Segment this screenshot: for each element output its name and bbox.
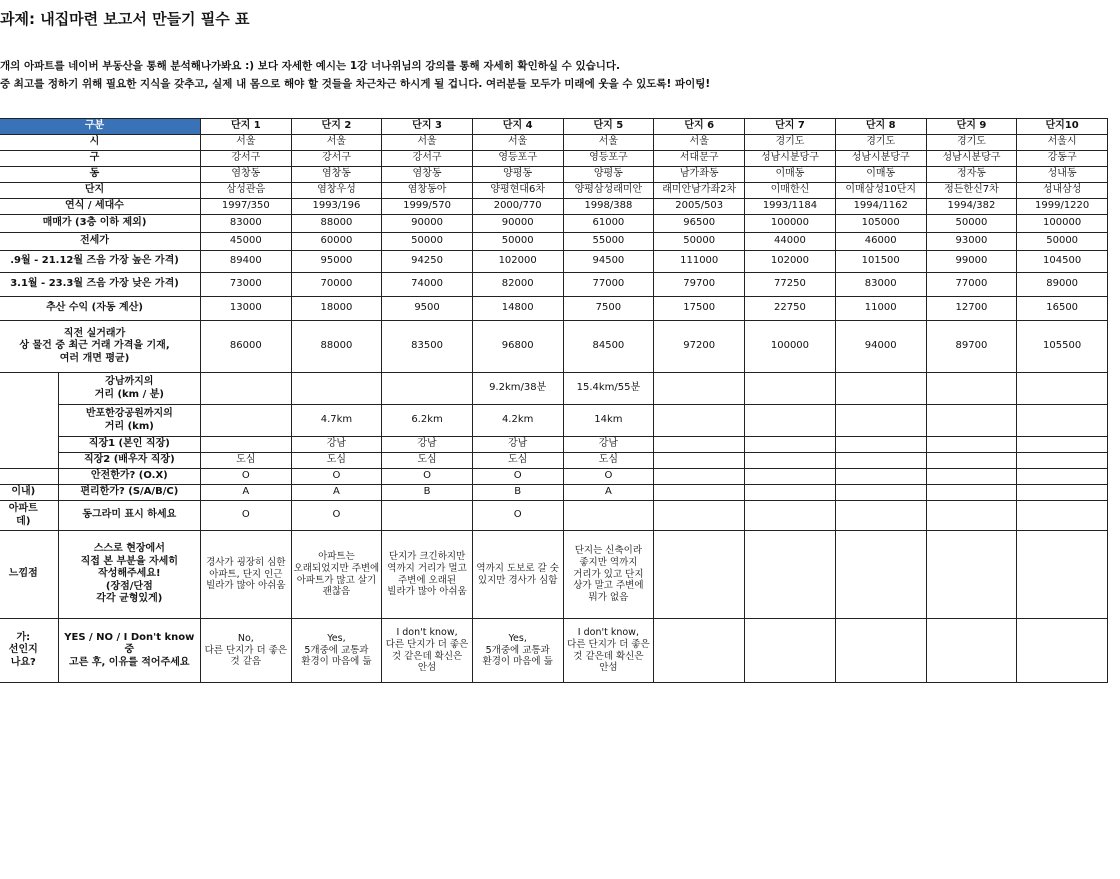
recent-trade-cell: 83500 xyxy=(382,321,473,373)
complex-cell: 염창동아 xyxy=(382,183,473,199)
high-price-label: .9월 - 21.12월 즈음 가장 높은 가격) xyxy=(0,251,201,273)
final-cell: I don't know, 다른 단지가 더 좋은 것 같은데 확신은 안섬 xyxy=(563,619,654,683)
hangang-cell xyxy=(835,405,926,437)
year-units-cell: 1997/350 xyxy=(201,199,292,215)
sale-price-cell: 50000 xyxy=(926,215,1017,233)
feeling-cell xyxy=(835,531,926,619)
profit-cell: 9500 xyxy=(382,297,473,321)
high-price-row xyxy=(0,251,1108,273)
work2-label: 직장2 (배우자 직장) xyxy=(58,453,200,469)
complex-cell: 정든한신7차 xyxy=(926,183,1017,199)
sale-price-cell: 90000 xyxy=(382,215,473,233)
low-price-cell: 77000 xyxy=(926,273,1017,297)
year-units-cell: 1998/388 xyxy=(563,199,654,215)
work1-cell xyxy=(835,437,926,453)
low-price-cell: 77250 xyxy=(745,273,836,297)
work2-cell xyxy=(1017,453,1108,469)
work2-cell: 도심 xyxy=(201,453,292,469)
feeling-cell xyxy=(745,531,836,619)
profit-cell: 18000 xyxy=(291,297,382,321)
circle-cell: O xyxy=(201,501,292,531)
sale-price-cell: 83000 xyxy=(201,215,292,233)
gangnam-cell: 9.2km/38분 xyxy=(472,373,563,405)
convenient-cell xyxy=(654,485,745,501)
year-units-cell: 1999/570 xyxy=(382,199,473,215)
hangang-cell: 4.2km xyxy=(472,405,563,437)
feeling-row xyxy=(0,531,1108,619)
gangnam-cell xyxy=(291,373,382,405)
circle-label: 동그라미 표시 하세요 xyxy=(58,501,200,531)
recent-trade-label: 직전 실거래가 상 물건 중 최근 거래 가격을 기재, 여러 개면 평균) xyxy=(0,321,201,373)
gu-cell: 강서구 xyxy=(291,151,382,167)
convenient-cell xyxy=(745,485,836,501)
header-complex: 단지 7 xyxy=(745,119,836,135)
circle-cell xyxy=(1017,501,1108,531)
convenient-cell xyxy=(926,485,1017,501)
work2-cell: 도심 xyxy=(291,453,382,469)
feeling-left-cell: 느낌점 xyxy=(0,531,58,619)
high-price-cell: 111000 xyxy=(654,251,745,273)
gangnam-cell xyxy=(835,373,926,405)
dong-cell: 염창동 xyxy=(382,167,473,183)
circle-row xyxy=(0,501,1108,531)
recent-trade-cell: 105500 xyxy=(1017,321,1108,373)
high-price-cell: 104500 xyxy=(1017,251,1108,273)
jeonse-cell: 46000 xyxy=(835,233,926,251)
circle-cell: O xyxy=(291,501,382,531)
work2-cell: 도심 xyxy=(563,453,654,469)
gu-cell: 영등포구 xyxy=(563,151,654,167)
header-complex: 단지 3 xyxy=(382,119,473,135)
safe-cell: O xyxy=(291,469,382,485)
gangnam-cell xyxy=(1017,373,1108,405)
header-complex: 단지 6 xyxy=(654,119,745,135)
feeling-cell xyxy=(1017,531,1108,619)
safe-cell: O xyxy=(201,469,292,485)
circle-left-cell: 아파트 데) xyxy=(0,501,58,531)
city-cell: 서울시 xyxy=(1017,135,1108,151)
city-cell: 서울 xyxy=(291,135,382,151)
sale-price-label: 매매가 (3층 이하 제외) xyxy=(0,215,201,233)
convenient-cell xyxy=(835,485,926,501)
hangang-cell: 4.7km xyxy=(291,405,382,437)
city-cell: 서울 xyxy=(201,135,292,151)
high-price-cell: 95000 xyxy=(291,251,382,273)
profit-cell: 12700 xyxy=(926,297,1017,321)
page-title: 과제: 내집마련 보고서 만들기 필수 표 xyxy=(0,10,250,28)
complex-cell: 성내삼성 xyxy=(1017,183,1108,199)
sale-price-cell: 90000 xyxy=(472,215,563,233)
jeonse-cell: 50000 xyxy=(1017,233,1108,251)
safe-cell xyxy=(654,469,745,485)
city-cell: 경기도 xyxy=(835,135,926,151)
sale-price-cell: 100000 xyxy=(745,215,836,233)
work2-cell xyxy=(745,453,836,469)
hangang-row xyxy=(0,405,1108,437)
final-cell: Yes, 5개중에 교통과 환경이 마음에 듦 xyxy=(291,619,382,683)
feeling-cell: 역까지 도보로 갈 숫 있지만 경사가 심함 xyxy=(472,531,563,619)
high-price-cell: 94250 xyxy=(382,251,473,273)
city-cell: 서울 xyxy=(563,135,654,151)
feeling-cell: 경사가 굉장히 심한 아파트, 단지 인근 빌라가 많아 아쉬움 xyxy=(201,531,292,619)
low-price-cell: 73000 xyxy=(201,273,292,297)
safe-cell xyxy=(926,469,1017,485)
high-price-cell: 89400 xyxy=(201,251,292,273)
jeonse-cell: 45000 xyxy=(201,233,292,251)
final-cell xyxy=(1017,619,1108,683)
low-price-label: 3.1월 - 23.3월 즈음 가장 낮은 가격) xyxy=(0,273,201,297)
feeling-cell xyxy=(654,531,745,619)
complex-cell: 양평현대6차 xyxy=(472,183,563,199)
profit-cell: 14800 xyxy=(472,297,563,321)
high-price-cell: 102000 xyxy=(472,251,563,273)
gu-cell: 강서구 xyxy=(201,151,292,167)
header-complex: 단지 1 xyxy=(201,119,292,135)
feeling-cell xyxy=(926,531,1017,619)
gu-cell: 성남시분당구 xyxy=(745,151,836,167)
year-units-cell: 1994/382 xyxy=(926,199,1017,215)
dong-cell: 정자동 xyxy=(926,167,1017,183)
hangang-cell xyxy=(201,405,292,437)
recent-trade-cell: 94000 xyxy=(835,321,926,373)
complex-row xyxy=(0,183,1108,199)
safe-cell xyxy=(745,469,836,485)
gangnam-cell: 15.4km/55분 xyxy=(563,373,654,405)
final-cell: No, 다른 단지가 더 좋은 것 같음 xyxy=(201,619,292,683)
table-body xyxy=(0,119,1108,683)
work1-cell: 강남 xyxy=(382,437,473,453)
convenient-cell: A xyxy=(201,485,292,501)
high-price-cell: 94500 xyxy=(563,251,654,273)
recent-trade-row xyxy=(0,321,1108,373)
sale-price-row xyxy=(0,215,1108,233)
work2-cell: 도심 xyxy=(382,453,473,469)
low-price-cell: 89000 xyxy=(1017,273,1108,297)
recent-trade-cell: 97200 xyxy=(654,321,745,373)
profit-cell: 11000 xyxy=(835,297,926,321)
low-price-cell: 77000 xyxy=(563,273,654,297)
low-price-cell: 83000 xyxy=(835,273,926,297)
gangnam-cell xyxy=(745,373,836,405)
gangnam-cell xyxy=(201,373,292,405)
complex-cell: 삼성관음 xyxy=(201,183,292,199)
profit-cell: 13000 xyxy=(201,297,292,321)
circle-cell xyxy=(926,501,1017,531)
dong-cell: 성내동 xyxy=(1017,167,1108,183)
complex-cell: 이매삼성10단지 xyxy=(835,183,926,199)
dong-cell: 이매동 xyxy=(745,167,836,183)
header-complex: 단지 2 xyxy=(291,119,382,135)
recent-trade-cell: 88000 xyxy=(291,321,382,373)
year-units-row xyxy=(0,199,1108,215)
header-row xyxy=(0,119,1108,135)
location-group-cell xyxy=(0,373,58,469)
work1-cell xyxy=(201,437,292,453)
gu-cell: 서대문구 xyxy=(654,151,745,167)
profit-cell: 16500 xyxy=(1017,297,1108,321)
city-label: 시 xyxy=(0,135,201,151)
hangang-cell: 14km xyxy=(563,405,654,437)
gangnam-cell xyxy=(382,373,473,405)
city-cell: 경기도 xyxy=(745,135,836,151)
final-row xyxy=(0,619,1108,683)
circle-cell xyxy=(745,501,836,531)
sale-price-cell: 105000 xyxy=(835,215,926,233)
low-price-cell: 82000 xyxy=(472,273,563,297)
hangang-cell xyxy=(654,405,745,437)
circle-cell xyxy=(382,501,473,531)
city-cell: 경기도 xyxy=(926,135,1017,151)
gangnam-row xyxy=(0,373,1108,405)
safe-cell: O xyxy=(563,469,654,485)
work2-row xyxy=(0,453,1108,469)
year-units-label: 연식 / 세대수 xyxy=(0,199,201,215)
recent-trade-cell: 86000 xyxy=(201,321,292,373)
final-cell xyxy=(654,619,745,683)
jeonse-label: 전세가 xyxy=(0,233,201,251)
sale-price-cell: 96500 xyxy=(654,215,745,233)
convenient-cell: B xyxy=(382,485,473,501)
work1-cell xyxy=(1017,437,1108,453)
feeling-cell: 아파트는 오래되었지만 주변에 아파트가 많고 살기 괜찮음 xyxy=(291,531,382,619)
gu-cell: 영등포구 xyxy=(472,151,563,167)
low-price-cell: 70000 xyxy=(291,273,382,297)
work2-cell xyxy=(926,453,1017,469)
safe-cell xyxy=(1017,469,1108,485)
hangang-cell xyxy=(926,405,1017,437)
complex-cell: 염창우성 xyxy=(291,183,382,199)
jeonse-cell: 44000 xyxy=(745,233,836,251)
sale-price-cell: 88000 xyxy=(291,215,382,233)
convenient-cell: A xyxy=(563,485,654,501)
final-cell: Yes, 5개중에 교통과 환경이 마음에 듦 xyxy=(472,619,563,683)
final-cell xyxy=(835,619,926,683)
city-row xyxy=(0,135,1108,151)
convenient-cell xyxy=(1017,485,1108,501)
circle-cell: O xyxy=(472,501,563,531)
circle-cell xyxy=(654,501,745,531)
convenient-left-cell: 이내) xyxy=(0,485,58,501)
dong-cell: 양평동 xyxy=(472,167,563,183)
low-price-cell: 79700 xyxy=(654,273,745,297)
sale-price-cell: 61000 xyxy=(563,215,654,233)
final-cell xyxy=(745,619,836,683)
gu-row xyxy=(0,151,1108,167)
low-price-cell: 74000 xyxy=(382,273,473,297)
feeling-cell: 단지가 크긴하지만 역까지 거리가 멀고 주변에 오래된 빌라가 많아 아쉬움 xyxy=(382,531,473,619)
gu-cell: 강서구 xyxy=(382,151,473,167)
year-units-cell: 2005/503 xyxy=(654,199,745,215)
work1-row xyxy=(0,437,1108,453)
city-cell: 서울 xyxy=(654,135,745,151)
dong-cell: 염창동 xyxy=(291,167,382,183)
recent-trade-cell: 100000 xyxy=(745,321,836,373)
dong-cell: 양평동 xyxy=(563,167,654,183)
circle-cell xyxy=(835,501,926,531)
work2-cell: 도심 xyxy=(472,453,563,469)
high-price-cell: 101500 xyxy=(835,251,926,273)
convenient-cell: A xyxy=(291,485,382,501)
safe-left-cell xyxy=(0,469,58,485)
description-line-1: 개의 아파트를 네이버 부동산을 통해 분석해나가봐요 :) 보다 자세한 예시는 1강 너나위님의 강의를 통해 자세히 확인하실 수 있습니다. xyxy=(0,60,621,72)
complex-label: 단지 xyxy=(0,183,201,199)
profit-cell: 7500 xyxy=(563,297,654,321)
jeonse-cell: 50000 xyxy=(382,233,473,251)
complex-cell: 이매한신 xyxy=(745,183,836,199)
dong-cell: 이매동 xyxy=(835,167,926,183)
work1-cell: 강남 xyxy=(472,437,563,453)
work1-cell xyxy=(926,437,1017,453)
year-units-cell: 1999/1220 xyxy=(1017,199,1108,215)
profit-row xyxy=(0,297,1108,321)
header-complex: 단지 9 xyxy=(926,119,1017,135)
gu-cell: 성남시분당구 xyxy=(926,151,1017,167)
hangang-cell: 6.2km xyxy=(382,405,473,437)
header-complex: 단지 4 xyxy=(472,119,563,135)
safe-row xyxy=(0,469,1108,485)
recent-trade-cell: 84500 xyxy=(563,321,654,373)
feeling-cell: 단지는 신축이라 좋지만 역까지 거리가 있고 단지 상가 말고 주변에 뭐가 없음 xyxy=(563,531,654,619)
hangang-cell xyxy=(1017,405,1108,437)
profit-cell: 22750 xyxy=(745,297,836,321)
year-units-cell: 2000/770 xyxy=(472,199,563,215)
hangang-cell xyxy=(745,405,836,437)
convenient-label: 편리한가? (S/A/B/C) xyxy=(58,485,200,501)
work1-label: 직장1 (본인 직장) xyxy=(58,437,200,453)
year-units-cell: 1994/1162 xyxy=(835,199,926,215)
feeling-label: 스스로 현장에서 직접 본 부분을 자세히 작성해주세요! (장점/단점 각각 균형있게) xyxy=(58,531,200,619)
dong-cell: 염창동 xyxy=(201,167,292,183)
city-cell: 서울 xyxy=(382,135,473,151)
gangnam-label: 강남까지의 거리 (km / 분) xyxy=(58,373,200,405)
safe-cell: O xyxy=(382,469,473,485)
gu-cell: 강동구 xyxy=(1017,151,1108,167)
safe-cell: O xyxy=(472,469,563,485)
header-complex: 단지 8 xyxy=(835,119,926,135)
dong-cell: 남가좌동 xyxy=(654,167,745,183)
convenient-cell: B xyxy=(472,485,563,501)
safe-cell xyxy=(835,469,926,485)
recent-trade-cell: 96800 xyxy=(472,321,563,373)
convenient-row xyxy=(0,485,1108,501)
header-complex: 단지 5 xyxy=(563,119,654,135)
work1-cell xyxy=(654,437,745,453)
low-price-row xyxy=(0,273,1108,297)
work2-cell xyxy=(654,453,745,469)
circle-cell xyxy=(563,501,654,531)
hangang-label: 반포한강공원까지의 거리 (km) xyxy=(58,405,200,437)
gangnam-cell xyxy=(654,373,745,405)
final-cell: I don't know, 다른 단지가 더 좋은 것 같은데 확신은 안섬 xyxy=(382,619,473,683)
jeonse-cell: 50000 xyxy=(654,233,745,251)
high-price-cell: 102000 xyxy=(745,251,836,273)
jeonse-row xyxy=(0,233,1108,251)
gu-label: 구 xyxy=(0,151,201,167)
sale-price-cell: 100000 xyxy=(1017,215,1108,233)
gu-cell: 성남시분당구 xyxy=(835,151,926,167)
work1-cell: 강남 xyxy=(563,437,654,453)
gangnam-cell xyxy=(926,373,1017,405)
final-cell xyxy=(926,619,1017,683)
safe-label: 안전한가? (O.X) xyxy=(58,469,200,485)
year-units-cell: 1993/196 xyxy=(291,199,382,215)
work1-cell: 강남 xyxy=(291,437,382,453)
high-price-cell: 99000 xyxy=(926,251,1017,273)
jeonse-cell: 55000 xyxy=(563,233,654,251)
complex-cell: 양평삼성래미안 xyxy=(563,183,654,199)
header-complex: 단지10 xyxy=(1017,119,1108,135)
apartment-comparison-table xyxy=(0,118,1108,683)
final-left-cell: 가: 선인지 나요? xyxy=(0,619,58,683)
city-cell: 서울 xyxy=(472,135,563,151)
year-units-cell: 1993/1184 xyxy=(745,199,836,215)
complex-cell: 래미안남가좌2차 xyxy=(654,183,745,199)
profit-cell: 17500 xyxy=(654,297,745,321)
jeonse-cell: 93000 xyxy=(926,233,1017,251)
description-line-2: 중 최고를 정하기 위해 필요한 지식을 갖추고, 실제 내 몸으로 해야 할 것들을 차근차근 하시게 될 겁니다. 여러분들 모두가 미래에 웃을 수 있도록! 파이팅! xyxy=(0,78,711,90)
final-label: YES / NO / I Don't know 중 고른 후, 이유를 적어주세요 xyxy=(58,619,200,683)
jeonse-cell: 60000 xyxy=(291,233,382,251)
header-label: 구분 xyxy=(0,119,201,135)
work1-cell xyxy=(745,437,836,453)
work2-cell xyxy=(835,453,926,469)
profit-label: 추산 수익 (자동 계산) xyxy=(0,297,201,321)
recent-trade-cell: 89700 xyxy=(926,321,1017,373)
dong-row xyxy=(0,167,1108,183)
dong-label: 동 xyxy=(0,167,201,183)
jeonse-cell: 50000 xyxy=(472,233,563,251)
